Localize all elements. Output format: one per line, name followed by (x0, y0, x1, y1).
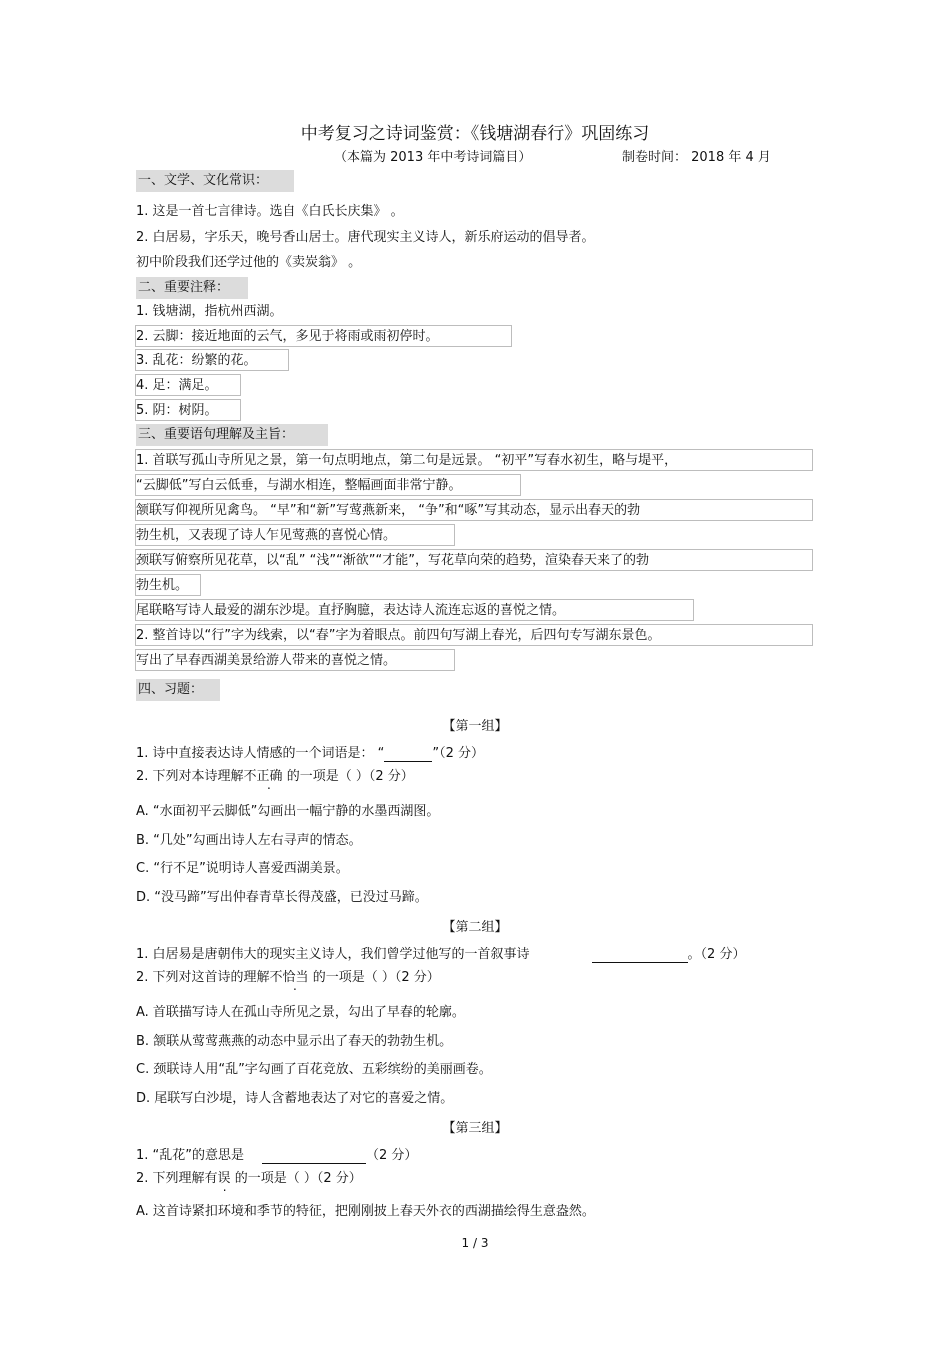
question-text: 1. 白居易是唐朝伟大的现实主义诗人，我们曾学过他写的一首叙事诗 (136, 947, 530, 962)
answer-blank[interactable] (384, 761, 432, 762)
question-3-2 (136, 1170, 362, 1187)
emphasis-word: 正确 (256, 769, 283, 784)
option-a: A. 这首诗紧扣环境和季节的特征，把刚刚披上春天外衣的西湖描绘得生意盎然。 (136, 1204, 595, 1219)
subtitle-right: 制卷时间： 2018 年 4 月 (622, 150, 771, 165)
text-line: 1. 首联写孤山寺所见之景，第一句点明地点，第二句是远景。 “初平”写春水初生，略与堤平， (136, 453, 678, 468)
option-b: B. “几处”勾画出诗人左右寻声的情态。 (136, 833, 362, 848)
question-text: 的一项是（ ）（2 分） (308, 970, 440, 985)
group-heading-2: 【第二组】 (442, 920, 508, 935)
text-line: 颈联写俯察所见花草，以“乱” “浅”“渐欲”“才能”，写花草向荣的趋势，渲染春天来了的勃 (136, 553, 650, 568)
text-line: 1. 钱塘湖，指杭州西湖。 (136, 304, 283, 319)
page-number: 1 / 3 (461, 1236, 489, 1250)
section-heading-understanding: 三、重要语句理解及主旨： (136, 424, 328, 446)
text-line: 2. 云脚：接近地面的云气，多见于将雨或雨初停时。 (136, 329, 439, 344)
text-line: 写出了早春西湖美景给游人带来的喜悦之情。 (136, 653, 397, 668)
text-line: 4. 足：满足。 (136, 378, 218, 393)
option-c: C. “行不足”说明诗人喜爱西湖美景。 (136, 861, 349, 876)
group-heading-3: 【第三组】 (442, 1121, 508, 1136)
text-line: 勃生机，又表现了诗人乍见莺燕的喜悦心情。 (136, 528, 397, 543)
text-line: 勃生机。 (136, 578, 189, 593)
question-text: 的一项是（ ）（2 分） (230, 1171, 362, 1186)
question-3-1 (136, 1147, 417, 1164)
answer-blank[interactable] (592, 962, 688, 963)
section-heading-exercises: 四、习题： (136, 679, 220, 701)
option-b: B. 颔联从莺莺燕燕的动态中显示出了春天的勃勃生机。 (136, 1034, 453, 1049)
option-a: A. 首联描写诗人在孤山寺所见之景，勾出了早春的轮廓。 (136, 1005, 465, 1020)
question-points: ”（2 分） (432, 746, 485, 761)
question-text: 1. 诗中直接表达诗人情感的一个词语是： “ (136, 746, 385, 761)
option-d: D. 尾联写白沙堤，诗人含蓄地表达了对它的喜爱之情。 (136, 1091, 454, 1106)
subtitle-left: （本篇为 2013 年中考诗词篇目） (334, 150, 532, 165)
text-line: 尾联略写诗人最爱的湖东沙堤。直抒胸臆，表达诗人流连忘返的喜悦之情。 (136, 603, 566, 618)
group-heading-1: 【第一组】 (442, 719, 508, 734)
question-text: 2. 下列理解有 (136, 1171, 218, 1186)
text-line: 颔联写仰视所见禽鸟。 “早”和“新”写莺燕新来， “争”和“啄”写其动态，显示出春天的勃 (136, 503, 641, 518)
question-text: 2. 下列对这首诗的理解不 (136, 970, 283, 985)
option-d: D. “没马蹄”写出仲春青草长得茂盛，已没过马蹄。 (136, 890, 428, 905)
text-line: 5. 阴：树阴。 (136, 403, 218, 418)
text-line: 3. 乱花：纷繁的花。 (136, 353, 257, 368)
page-title: 中考复习之诗词鉴赏：《钱塘湖春行》巩固练习 (300, 124, 650, 144)
text-line: 初中阶段我们还学过他的《卖炭翁》 。 (136, 255, 362, 270)
question-text: 1. “乱花”的意思是 (136, 1148, 245, 1163)
answer-blank[interactable] (262, 1163, 366, 1164)
question-1-2 (136, 768, 414, 785)
question-points: （2 分） (366, 1148, 418, 1163)
question-1-1 (136, 745, 484, 762)
emphasis-word: 误 (217, 1171, 231, 1186)
text-line: 2. 整首诗以“行”字为线索，以“春”字为着眼点。前四句写湖上春光，后四句专写湖东景色。 (136, 628, 661, 643)
section-heading-notes: 二、重要注释： (136, 277, 248, 299)
section-heading-literature: 一、文学、文化常识： (136, 170, 294, 192)
question-2-2 (136, 969, 440, 986)
option-a: A. “水面初平云脚低”勾画出一幅宁静的水墨西湖图。 (136, 804, 440, 819)
text-line: “云脚低”写白云低垂，与湖水相连，整幅画面非常宁静。 (136, 478, 462, 493)
question-text: 的一项是（ ）（2 分） (282, 769, 414, 784)
question-2-1 (136, 946, 745, 963)
question-points: 。（2 分） (687, 947, 746, 962)
emphasis-word: 恰当 (282, 970, 309, 985)
text-line: 1. 这是一首七言律诗。选自《白氏长庆集》 。 (136, 204, 404, 219)
text-line: 2. 白居易，字乐天，晚号香山居士。唐代现实主义诗人，新乐府运动的倡导者。 (136, 230, 595, 245)
question-text: 2. 下列对本诗理解不 (136, 769, 257, 784)
option-c: C. 颈联诗人用“乱”字勾画了百花竞放、五彩缤纷的美丽画卷。 (136, 1062, 492, 1077)
